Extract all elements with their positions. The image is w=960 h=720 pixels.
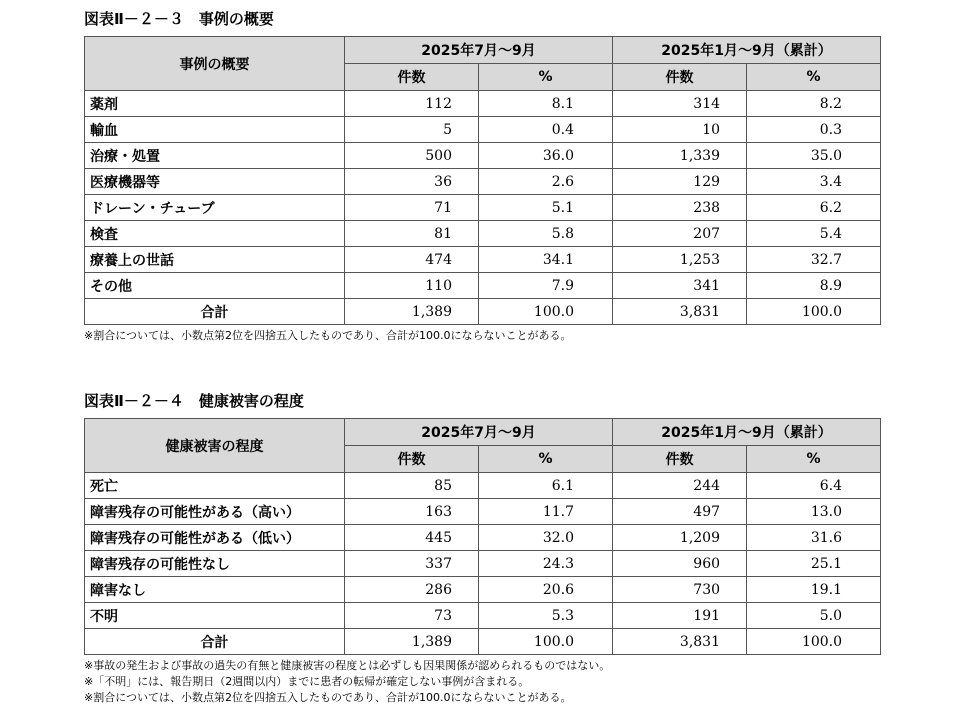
pct-period1: 8.1 <box>479 91 613 117</box>
count-period2: 129 <box>613 169 747 195</box>
count-period1: 112 <box>345 91 479 117</box>
pct-period2: 5.4 <box>747 221 881 247</box>
pct-period2: 31.6 <box>747 525 881 551</box>
pct-period1: 2.6 <box>479 169 613 195</box>
table2-pct-header-1: % <box>479 446 613 473</box>
row-label: 検査 <box>85 221 345 247</box>
count-period2: 10 <box>613 117 747 143</box>
table-row <box>85 577 881 603</box>
pct-period2: 13.0 <box>747 499 881 525</box>
table1-total-p1: 100.0 <box>479 299 613 325</box>
table1-section <box>84 8 880 344</box>
table1-note: ※割合については、小数点第2位を四捨五入したものであり、合計が100.0にならないことがある。 <box>84 329 572 342</box>
pct-period2: 0.3 <box>747 117 881 143</box>
count-period1: 337 <box>345 551 479 577</box>
table-row <box>85 117 881 143</box>
pct-period1: 20.6 <box>479 577 613 603</box>
count-period2: 1,253 <box>613 247 747 273</box>
table2-note-2: ※「不明」には、報告期日（2週間以内）までに患者の転帰が確定しない事例が含まれる。 <box>84 675 530 688</box>
count-period1: 73 <box>345 603 479 629</box>
pct-period2: 8.2 <box>747 91 881 117</box>
count-period1: 85 <box>345 473 479 499</box>
pct-period1: 36.0 <box>479 143 613 169</box>
table2-section <box>84 390 880 706</box>
table2-period2: 2025年1月～9月（累計） <box>613 419 881 446</box>
table-row <box>85 195 881 221</box>
row-label: その他 <box>85 273 345 299</box>
count-period2: 341 <box>613 273 747 299</box>
pct-period1: 5.8 <box>479 221 613 247</box>
table1-pct-header-1: % <box>479 64 613 91</box>
table2-note-3: ※割合については、小数点第2位を四捨五入したものであり、合計が100.0にならないことがある。 <box>84 691 572 704</box>
pct-period2: 3.4 <box>747 169 881 195</box>
pct-period1: 24.3 <box>479 551 613 577</box>
table-row <box>85 169 881 195</box>
count-period1: 445 <box>345 525 479 551</box>
table1-period2: 2025年1月～9月（累計） <box>613 37 881 64</box>
table2-title: 図表Ⅱ－２－４ 健康被害の程度 <box>84 392 304 410</box>
row-label: 死亡 <box>85 473 345 499</box>
pct-period1: 5.1 <box>479 195 613 221</box>
count-period2: 314 <box>613 91 747 117</box>
table2-total-c2: 3,831 <box>613 629 747 655</box>
row-label: 障害残存の可能性なし <box>85 551 345 577</box>
count-period1: 71 <box>345 195 479 221</box>
pct-period2: 8.9 <box>747 273 881 299</box>
table2-pct-header-2: % <box>747 446 881 473</box>
table1-title: 図表Ⅱ－２－３ 事例の概要 <box>84 10 274 28</box>
pct-period1: 11.7 <box>479 499 613 525</box>
count-period1: 5 <box>345 117 479 143</box>
table-row <box>85 473 881 499</box>
table2-period1: 2025年7月～9月 <box>345 419 613 446</box>
pct-period2: 32.7 <box>747 247 881 273</box>
pct-period1: 6.1 <box>479 473 613 499</box>
row-label: 治療・処置 <box>85 143 345 169</box>
table-row <box>85 91 881 117</box>
count-period2: 960 <box>613 551 747 577</box>
pct-period2: 35.0 <box>747 143 881 169</box>
table1-period1: 2025年7月～9月 <box>345 37 613 64</box>
count-period1: 81 <box>345 221 479 247</box>
table1-count-header-2: 件数 <box>613 64 747 91</box>
table1-header-label: 事例の概要 <box>85 37 345 91</box>
count-period1: 474 <box>345 247 479 273</box>
table-row <box>85 273 881 299</box>
table-row <box>85 143 881 169</box>
table-row <box>85 247 881 273</box>
row-label: 障害残存の可能性がある（高い） <box>85 499 345 525</box>
table2-total-label: 合計 <box>85 629 345 655</box>
pct-period2: 5.0 <box>747 603 881 629</box>
count-period1: 36 <box>345 169 479 195</box>
row-label: 療養上の世話 <box>85 247 345 273</box>
table1 <box>84 36 881 325</box>
count-period2: 207 <box>613 221 747 247</box>
table-row <box>85 603 881 629</box>
count-period2: 238 <box>613 195 747 221</box>
table2-header-label: 健康被害の程度 <box>85 419 345 473</box>
pct-period1: 34.1 <box>479 247 613 273</box>
pct-period1: 5.3 <box>479 603 613 629</box>
table-row <box>85 499 881 525</box>
count-period2: 497 <box>613 499 747 525</box>
pct-period1: 0.4 <box>479 117 613 143</box>
count-period1: 286 <box>345 577 479 603</box>
row-label: 障害残存の可能性がある（低い） <box>85 525 345 551</box>
row-label: ドレーン・チューブ <box>85 195 345 221</box>
table1-count-header-1: 件数 <box>345 64 479 91</box>
table1-total-p2: 100.0 <box>747 299 881 325</box>
table2-note-1: ※事故の発生および事故の過失の有無と健康被害の程度とは必ずしも因果関係が認められるものではない。 <box>84 659 611 672</box>
table2-total-c1: 1,389 <box>345 629 479 655</box>
table2-total-p1: 100.0 <box>479 629 613 655</box>
table1-total-c1: 1,389 <box>345 299 479 325</box>
count-period2: 244 <box>613 473 747 499</box>
count-period1: 500 <box>345 143 479 169</box>
pct-period1: 7.9 <box>479 273 613 299</box>
count-period2: 730 <box>613 577 747 603</box>
row-label: 不明 <box>85 603 345 629</box>
count-period2: 1,209 <box>613 525 747 551</box>
table1-pct-header-2: % <box>747 64 881 91</box>
table2-count-header-1: 件数 <box>345 446 479 473</box>
row-label: 障害なし <box>85 577 345 603</box>
table1-total-label: 合計 <box>85 299 345 325</box>
table2-count-header-2: 件数 <box>613 446 747 473</box>
pct-period2: 6.2 <box>747 195 881 221</box>
table2 <box>84 418 881 655</box>
table2-total-p2: 100.0 <box>747 629 881 655</box>
pct-period1: 32.0 <box>479 525 613 551</box>
table-row <box>85 525 881 551</box>
row-label: 薬剤 <box>85 91 345 117</box>
table1-total-c2: 3,831 <box>613 299 747 325</box>
table-row <box>85 221 881 247</box>
pct-period2: 19.1 <box>747 577 881 603</box>
row-label: 輸血 <box>85 117 345 143</box>
pct-period2: 6.4 <box>747 473 881 499</box>
count-period2: 191 <box>613 603 747 629</box>
count-period1: 110 <box>345 273 479 299</box>
table-row <box>85 551 881 577</box>
pct-period2: 25.1 <box>747 551 881 577</box>
count-period1: 163 <box>345 499 479 525</box>
row-label: 医療機器等 <box>85 169 345 195</box>
count-period2: 1,339 <box>613 143 747 169</box>
